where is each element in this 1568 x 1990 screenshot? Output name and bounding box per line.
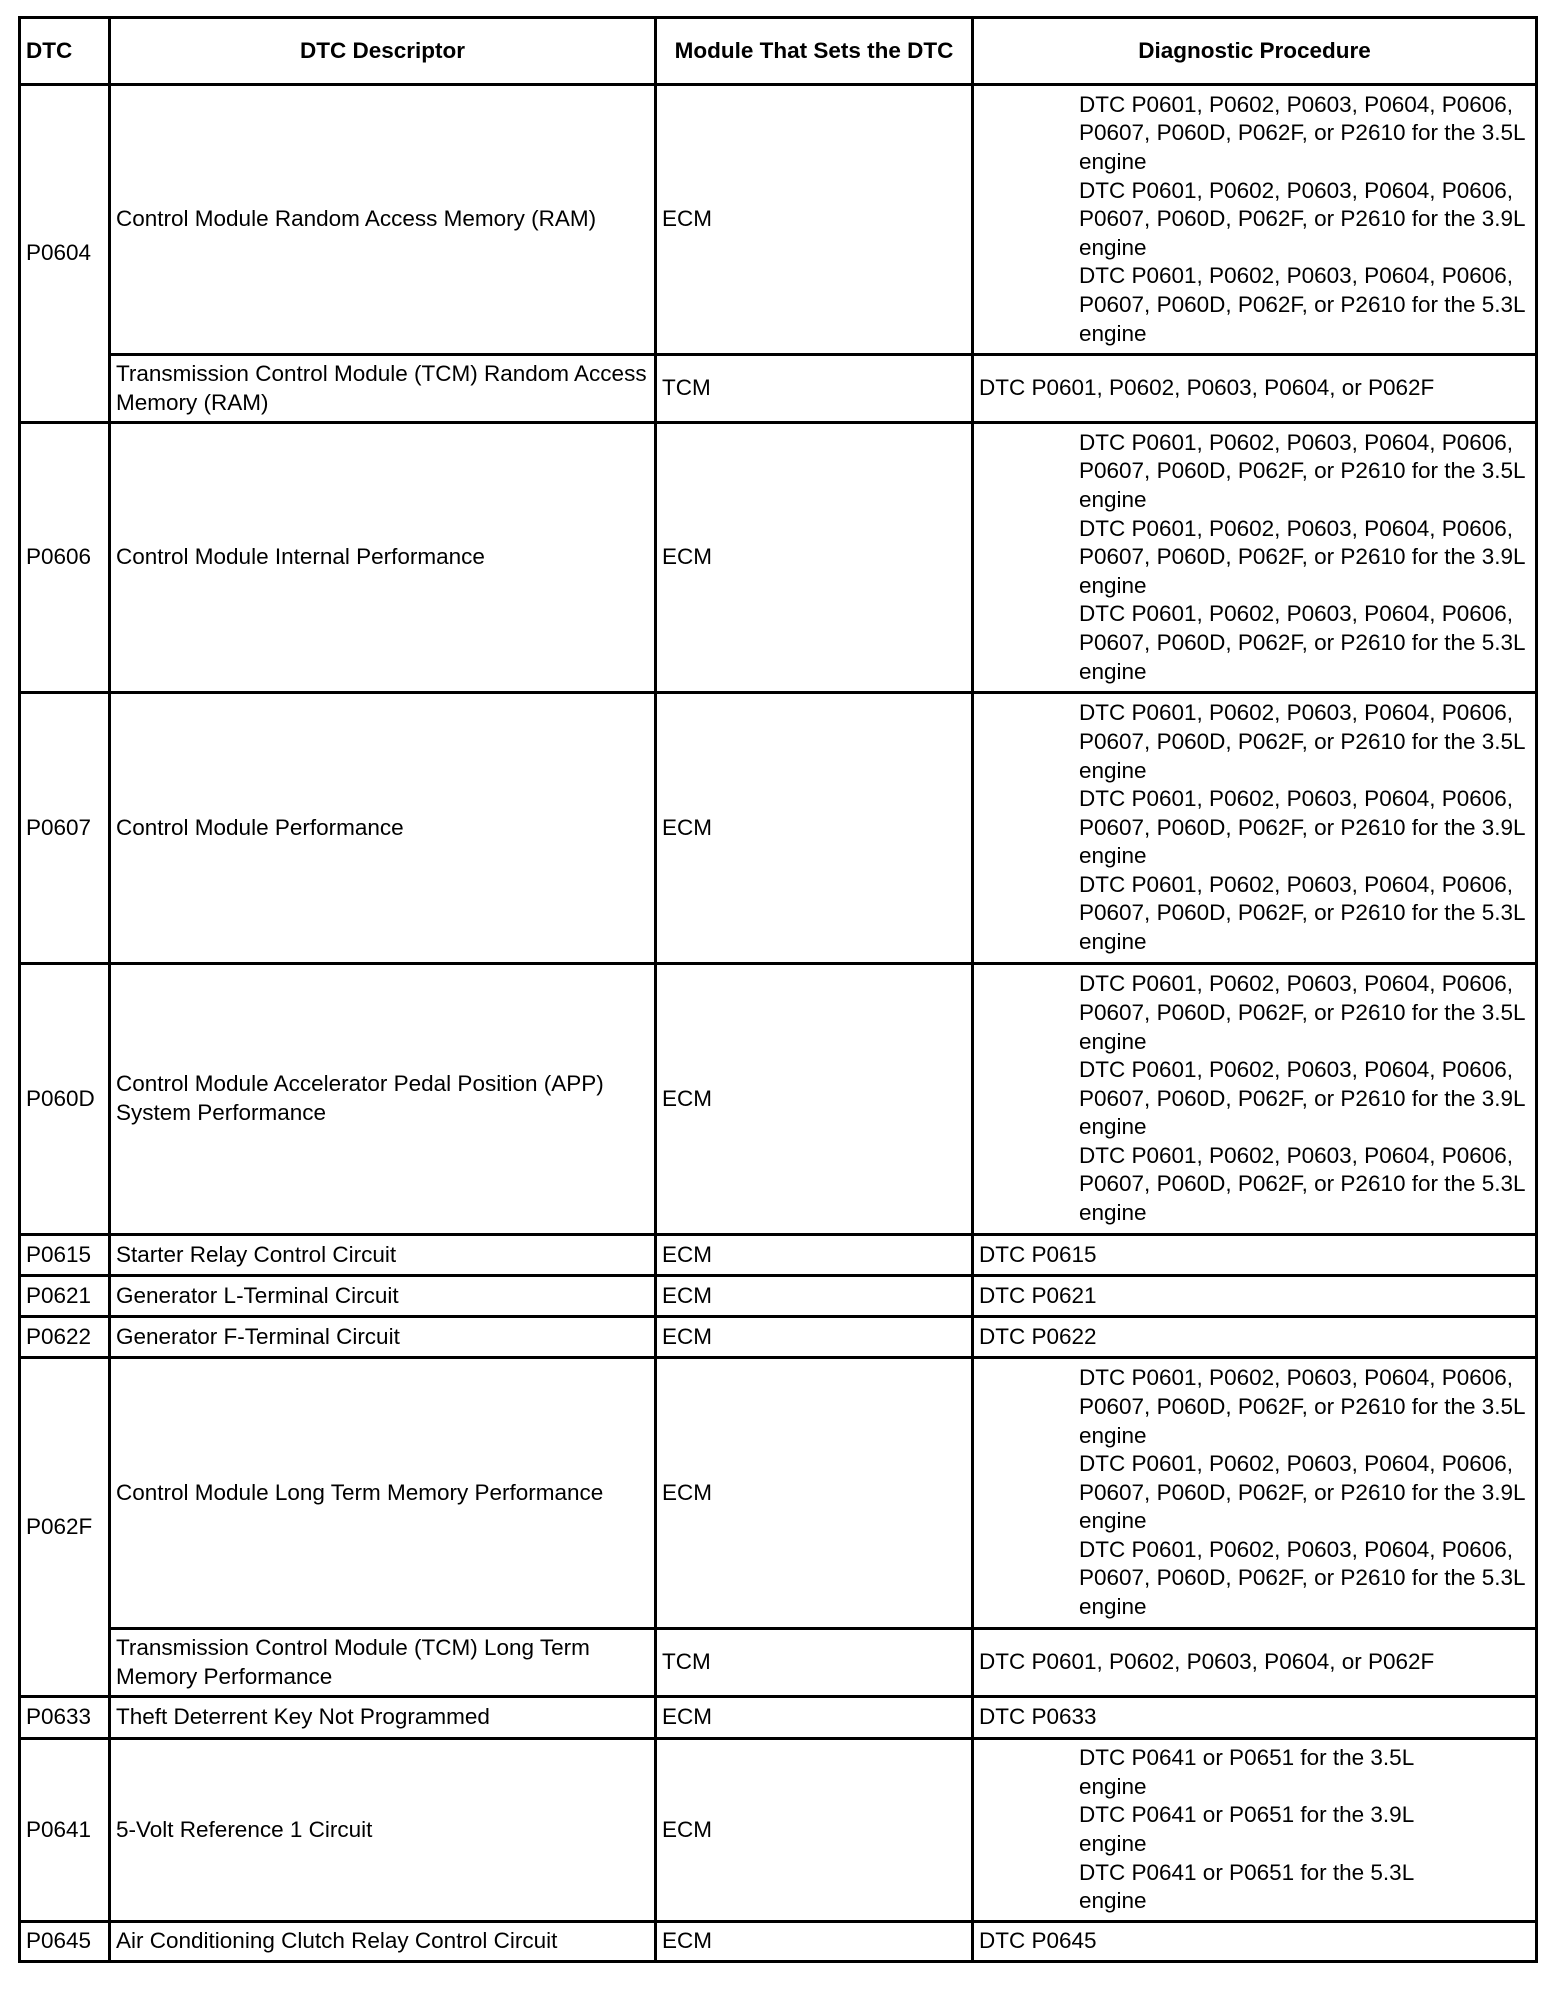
procedure-cell: DTC P0622 [973,1317,1537,1358]
procedure-line: DTC P0601, P0602, P0603, P0604, P0606, P0607, P060D, P062F, or P2610 for the 3.5L engine [1079,429,1525,513]
procedure-cell [973,1358,1537,1629]
table-row [20,423,1537,693]
table-row [20,1276,1537,1317]
procedure-cell: DTC P0615 [973,1235,1537,1276]
dtc-table [18,16,1538,1963]
dtc-code-cell: P0621 [20,1276,110,1317]
procedure-cell: DTC P0621 [973,1276,1537,1317]
procedure-line: DTC P0601, P0602, P0603, P0604, P0606, P0607, P060D, P062F, or P2610 for the 5.3L engine [1079,871,1525,955]
descriptor-cell: Starter Relay Control Circuit [110,1235,656,1276]
procedure-line: DTC P0601, P0602, P0603, P0604, P0606, P0607, P060D, P062F, or P2610 for the 3.5L engine [1079,971,1525,1054]
module-cell: ECM [656,693,973,964]
procedure-line: DTC P0601, P0602, P0603, P0604, P0606, P0607, P060D, P062F, or P2610 for the 5.3L engine [1079,1536,1525,1620]
descriptor-cell: Control Module Random Access Memory (RAM) [110,85,656,355]
procedure-cell [973,85,1537,355]
descriptor-cell: Control Module Accelerator Pedal Position (APP) System Performance [110,964,656,1235]
procedure-cell [973,964,1537,1235]
header-module: Module That Sets the DTC [656,18,973,85]
dtc-code-cell: P0633 [20,1697,110,1739]
header-dtc: DTC [20,18,110,85]
module-cell: ECM [656,1317,973,1358]
table-row [20,1235,1537,1276]
procedure-line: DTC P0601, P0602, P0603, P0604, P0606, P0607, P060D, P062F, or P2610 for the 3.5L engine [1079,700,1525,783]
descriptor-cell: Generator F-Terminal Circuit [110,1317,656,1358]
dtc-code-cell: P0607 [20,693,110,964]
procedure-cell: DTC P0645 [973,1922,1537,1962]
descriptor-cell: Theft Deterrent Key Not Programmed [110,1697,656,1739]
module-cell: ECM [656,964,973,1235]
module-cell: ECM [656,85,973,355]
procedure-cell: DTC P0601, P0602, P0603, P0604, or P062F [973,355,1537,423]
procedure-line: DTC P0641 or P0651 for the 3.5L engine [1079,1745,1414,1799]
module-cell: ECM [656,1235,973,1276]
procedure-cell: DTC P0633 [973,1697,1537,1739]
dtc-code-cell: P0641 [20,1739,110,1922]
procedure-line: DTC P0601, P0602, P0603, P0604, P0606, P0607, P060D, P062F, or P2610 for the 5.3L engine [1079,263,1525,346]
dtc-code-cell: P0645 [20,1922,110,1962]
descriptor-cell: 5-Volt Reference 1 Circuit [110,1739,656,1922]
procedure-line: DTC P0601, P0602, P0603, P0604, P0606, P0607, P060D, P062F, or P2610 for the 3.9L engine [1079,515,1525,598]
procedure-line: DTC P0601, P0602, P0603, P0604, P0606, P0607, P060D, P062F, or P2610 for the 3.5L engine [1079,1365,1525,1448]
procedure-cell [973,693,1537,964]
dtc-code-cell: P062F [20,1358,110,1697]
header-descriptor: DTC Descriptor [110,18,656,85]
module-cell: ECM [656,1922,973,1962]
descriptor-cell: Transmission Control Module (TCM) Random Access Memory (RAM) [110,355,656,423]
table-row [20,964,1537,1235]
module-cell: ECM [656,1276,973,1317]
table-row [20,1358,1537,1629]
procedure-line: DTC P0601, P0602, P0603, P0604, P0606, P0607, P060D, P062F, or P2610 for the 5.3L engine [1079,601,1525,684]
procedure-line: DTC P0601, P0602, P0603, P0604, P0606, P0607, P060D, P062F, or P2610 for the 3.9L engine [1079,786,1525,869]
module-cell: ECM [656,423,973,693]
table-row [20,1629,1537,1697]
dtc-code-cell: P0615 [20,1235,110,1276]
descriptor-cell: Generator L-Terminal Circuit [110,1276,656,1317]
table-row [20,355,1537,423]
procedure-line: DTC P0601, P0602, P0603, P0604, P0606, P0607, P060D, P062F, or P2610 for the 3.9L engine [1079,1451,1525,1534]
procedure-line: DTC P0641 or P0651 for the 3.9L engine [1079,1802,1414,1856]
table-row [20,85,1537,355]
table-row [20,1922,1537,1962]
header-procedure: Diagnostic Procedure [973,18,1537,85]
module-cell: ECM [656,1697,973,1739]
header-row [20,18,1537,85]
dtc-code-cell: P0606 [20,423,110,693]
dtc-code-cell: P060D [20,964,110,1235]
procedure-line: DTC P0641 or P0651 for the 5.3L engine [1079,1859,1414,1914]
procedure-line: DTC P0601, P0602, P0603, P0604, P0606, P0607, P060D, P062F, or P2610 for the 3.9L engine [1079,177,1525,260]
descriptor-cell: Transmission Control Module (TCM) Long Term Memory Performance [110,1629,656,1697]
procedure-line: DTC P0601, P0602, P0603, P0604, P0606, P0607, P060D, P062F, or P2610 for the 5.3L engine [1079,1142,1525,1226]
procedure-cell: DTC P0601, P0602, P0603, P0604, or P062F [973,1629,1537,1697]
module-cell: TCM [656,355,973,423]
descriptor-cell: Air Conditioning Clutch Relay Control Circuit [110,1922,656,1962]
module-cell: ECM [656,1739,973,1922]
dtc-code-cell: P0604 [20,85,110,423]
procedure-line: DTC P0601, P0602, P0603, P0604, P0606, P0607, P060D, P062F, or P2610 for the 3.9L engine [1079,1057,1525,1140]
dtc-code-cell: P0622 [20,1317,110,1358]
module-cell: TCM [656,1629,973,1697]
descriptor-cell: Control Module Performance [110,693,656,964]
table-row [20,1697,1537,1739]
descriptor-cell: Control Module Long Term Memory Performance [110,1358,656,1629]
descriptor-cell: Control Module Internal Performance [110,423,656,693]
table-row [20,693,1537,964]
procedure-cell [973,1739,1537,1922]
procedure-cell [973,423,1537,693]
table-row [20,1317,1537,1358]
module-cell: ECM [656,1358,973,1629]
procedure-line: DTC P0601, P0602, P0603, P0604, P0606, P0607, P060D, P062F, or P2610 for the 3.5L engine [1079,91,1525,175]
table-row [20,1739,1537,1922]
